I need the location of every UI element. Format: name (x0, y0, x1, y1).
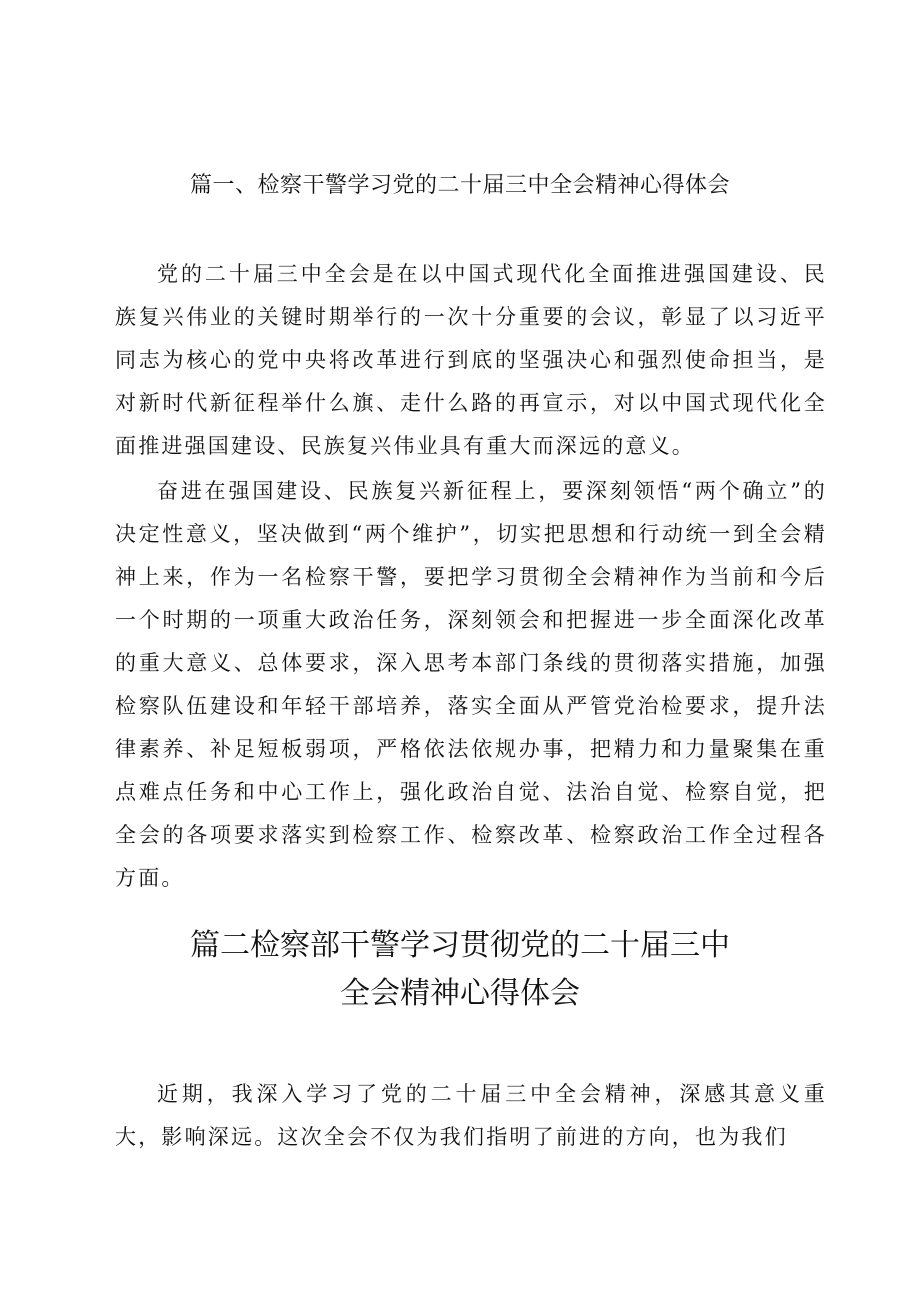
article-1-paragraph-2: 奋进在强国建设、民族复兴新征程上，要深刻领悟“两个确立”的决定性意义，坚决做到“两个维护”，切实把思想和行动统一到全会精神上来，作为一名检察干警，要把学习贯彻全会精神作为当前和今后一个时期的一项重大政治任务，深刻领会和把握进一步全面深化改革的重大意义、总体要求，深入思考本部门条线的贯彻落实措施，加强检察队伍建设和年轻干部培养，落实全面从严管党治检要求，提升法律素养、补足短板弱项，严格依法依规办事，把精力和力量聚集在重点难点任务和中心工作上，强化政治自觉、法治自觉、检察自觉，把全会的各项要求落实到检察工作、检察改革、检察政治工作全过程各方面。 (115, 479, 827, 890)
article-1-paragraph-1: 党的二十届三中全会是在以中国式现代化全面推进强国建设、民族复兴伟业的关键时期举行的一次十分重要的会议，彰显了以习近平同志为核心的党中央将改革进行到底的坚强决心和强烈使命担当，是对新时代新征程举什么旗、走什么路的再宣示，对以中国式现代化全面推进强国建设、民族复兴伟业具有重大而深远的意义。 (115, 262, 827, 458)
article-2-title (100, 922, 820, 1018)
article-2-title-line-2: 全会精神心得体会 (340, 976, 580, 1011)
article-2-title-line-1: 篇二检察部干警学习贯彻党的二十届三中 (190, 928, 730, 963)
article-1-title: 篇一、检察干警学习党的二十届三中全会精神心得体会 (189, 173, 730, 198)
article-2-paragraph-1: 近期，我深入学习了党的二十届三中全会精神，深感其意义重大，影响深远。这次全会不仅为我们指明了前进的方向，也为我们 (115, 1082, 827, 1149)
